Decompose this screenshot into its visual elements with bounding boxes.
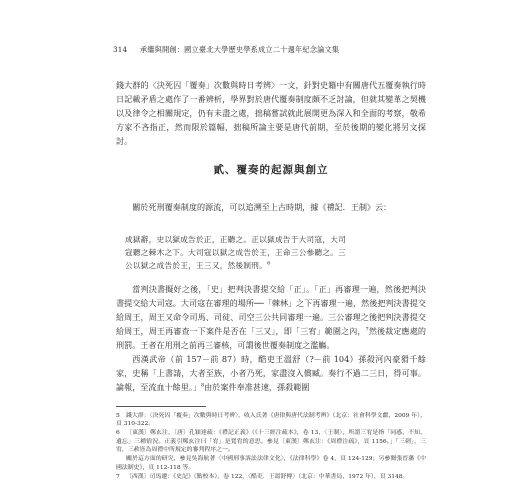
footnote-number: 7: [116, 473, 120, 480]
section-heading: 貳、覆奏的起源與創立: [213, 164, 329, 176]
paragraph-text: 西漢武帝（前 157－前 87）時，酷吏王溫舒（?－前 104）孫殺河內豪猾千餘家，史稱「上書請，大者至族，小者乃死，家盡沒入償臧。奏行不過二三日，得可事。論報，至流血十餘里。」: [116, 354, 426, 392]
quote-line: 成獄辭，史以獄成告於正，正聽之。正以獄成告于大司寇，大司: [125, 235, 347, 244]
footnote-text: 錢大群：〈決死囚「覆奏」次數與時日考辨〉，收入氏著《唐律與唐代法制考辨》（北京：社會科學文獻，2009 年），頁 310-322。: [116, 413, 426, 428]
footnote-number: 5: [116, 413, 120, 419]
footnote-ref[interactable]: 8: [200, 382, 205, 389]
paragraph-text: 當判決書擬好之後，「史」把判決書提交給「正」。「正」再審理一遍，然後把判決書提交給大司寇。大司寇在審理的場所──「棘林」之下再審理一遍，然後把判決書提交給周王，周王又命令司馬、司徒、司空三公共同審理一遍。三公審理之後把判決書提交給周王，周王再審查一下案件是否在「三又」，即「三宥」範圍之內，: [116, 284, 426, 336]
running-header: [113, 45, 339, 55]
paragraph-origin: 關於死刑覆奏制度的源流，可以追溯至上古時期，據《禮記．王制》云：: [132, 202, 392, 212]
paragraph-han: [116, 352, 426, 394]
footnote-ref[interactable]: 6: [267, 260, 271, 267]
footnote: [116, 429, 426, 454]
quote-line: 寇聽之棘木之下。大司寇以獄之成告於王，王命三公參聽之。三: [125, 248, 347, 257]
paragraph-text: 然後裁定應處的刑罰。王者在用刑之前再三審核，可謂後世覆奏制度之濫觴。: [116, 326, 426, 350]
main-text: [116, 282, 426, 394]
paragraph-process: [116, 282, 426, 352]
footnote: [116, 455, 426, 472]
paragraph-intro: 錢大群的〈決死囚「覆奏」次數與時日考辨〉一文，針對史籍中有關唐代五覆奏執行時日記載矛盾之處作了一番辨析，學界對於唐代覆奏制度頗不乏討論，但就其變革之契機以及律令之相關規定，仍有未盡之處，拙稿嘗試就此展開更為深入和全面的考察，敬希方家不吝指正，然而限於篇幅，拙稿所論主要是唐代前期，至於後期的變化將另文探討。: [116, 80, 426, 146]
section-body: [116, 200, 426, 214]
quote-text: 公以獄之成告於王，王三又，然後制刑。: [125, 261, 268, 270]
footnote-text: 關於這方面的研究，參見吳海航著〈中國刑事訴訟法律文化〉，《法律科學》卷 4，頁 124-129；另參閱張晉藩《中國法制史》，頁 112-118 等。: [116, 456, 426, 471]
block-quote: [125, 233, 420, 272]
footnote-text: 〔西漢〕司馬遷：《史記》（點校本），卷 122，〈酷吏．王溫舒傳〉（北京：中華書局，1972 年），頁 3148。: [126, 473, 409, 480]
footnote-ref[interactable]: 7: [365, 326, 369, 333]
footnote-divider: [116, 406, 206, 407]
page-number: 314: [113, 45, 128, 54]
footnote: [116, 473, 426, 481]
quote-line: [125, 259, 420, 272]
footnote-text: 〔東漢〕鄭玄注，〔唐〕孔穎達疏：《禮記正義》（《十三經注疏本》，卷 13，〈王制〉，所謂三宥是指「同惑、不知、遺忘」三種情況。正義引鄭玄注曰「宥」是寬宥的意思。參見〔東漢〕鄭玄注：《周禮注疏》，頁 1156。」「三刺」，三宥，三赦皆為周禮中所規定的審判程序之一。: [116, 430, 426, 454]
intro-section: [116, 78, 426, 148]
footnote-number: 6: [116, 430, 120, 437]
header-title: 承繼與開創：國立臺北大學歷史學系成立二十週年紀念論文集: [139, 45, 340, 54]
footnote: [116, 412, 426, 429]
footnotes: [116, 412, 426, 482]
paragraph-text: 由於案件奉准甚速，孫殺範圍: [204, 382, 310, 392]
